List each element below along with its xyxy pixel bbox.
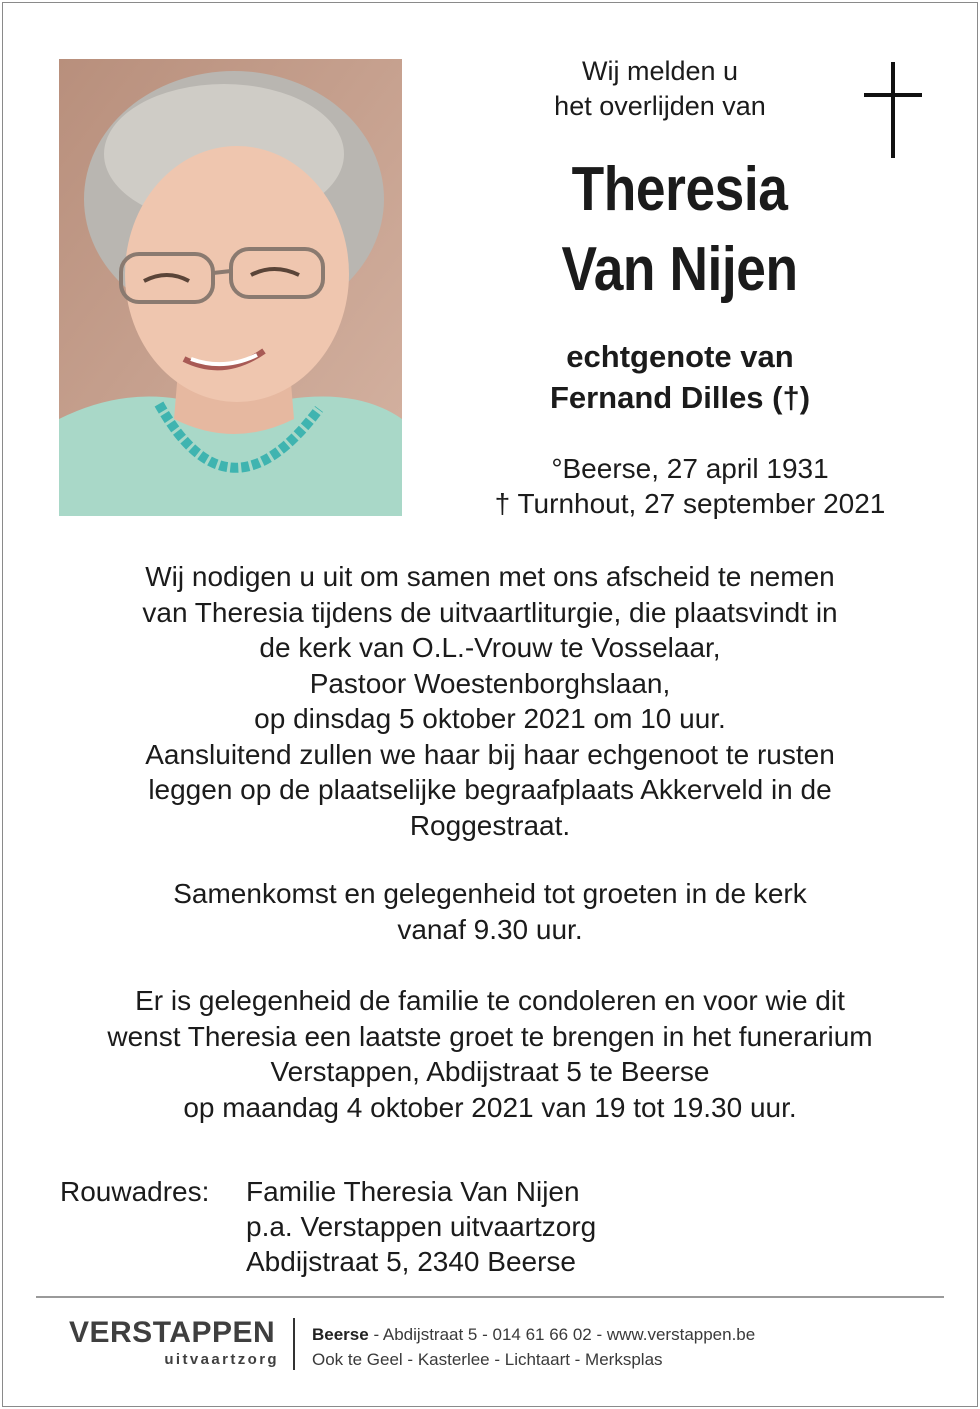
address-line: p.a. Verstappen uitvaartzorg (246, 1211, 597, 1242)
intro-text (430, 54, 890, 124)
portrait-photo (59, 59, 402, 516)
paragraph-line: op maandag 4 oktober 2021 van 19 tot 19.30 uur. (183, 1091, 797, 1123)
spouse-info (430, 336, 930, 418)
contact-details: - Abdijstraat 5 - 014 61 66 02 - www.verstappen.be (368, 1325, 756, 1344)
footer-divider (36, 1296, 944, 1298)
paragraph-line: vanaf 9.30 uur. (397, 913, 583, 945)
funeral-paragraph (40, 559, 940, 843)
last-name: Van Nijen (561, 235, 798, 304)
spouse-name: Fernand Dilles (†) (549, 380, 811, 415)
first-name: Theresia (571, 155, 788, 224)
footer-contact (312, 1322, 755, 1372)
contact-town: Beerse (312, 1325, 369, 1344)
company-logo (69, 1318, 279, 1370)
intro-line: Wij melden u (581, 56, 739, 86)
contact-line (312, 1322, 755, 1347)
spouse-label: echtgenote van (566, 339, 794, 374)
logo-tagline: uitvaartzorg (164, 1351, 279, 1368)
mourning-address (60, 1174, 596, 1279)
paragraph-line: Roggestraat. (409, 809, 571, 841)
logo-wordmark: VERSTAPPEN (69, 1316, 276, 1349)
address-label: Rouwadres: (60, 1176, 210, 1207)
other-locations: Ook te Geel - Kasterlee - Lichtaart - Merksplas (312, 1350, 663, 1369)
paragraph-line: Samenkomst en gelegenheid tot groeten in de kerk (173, 878, 807, 909)
paragraph-line: van Theresia tijdens de uitvaartliturgie, die plaatsvindt in (142, 596, 838, 628)
paragraph-line: Wij nodigen u uit om samen met ons afscheid te nemen (145, 561, 835, 592)
intro-line: het overlijden van (554, 91, 766, 121)
paragraph-line: de kerk van O.L.-Vrouw te Vosselaar, (259, 632, 721, 663)
paragraph-line: Pastoor Woestenborghslaan, (309, 667, 671, 699)
address-line: Familie Theresia Van Nijen (246, 1176, 580, 1207)
condolence-paragraph (40, 983, 940, 1125)
paragraph-line: op dinsdag 5 oktober 2021 om 10 uur. (254, 703, 726, 734)
address-line: Abdijstraat 5, 2340 Beerse (246, 1246, 576, 1277)
logo-separator (293, 1318, 295, 1370)
paragraph-line: wenst Theresia een laatste groet te brengen in het funerarium (107, 1020, 873, 1052)
death-date: † Turnhout, 27 september 2021 (494, 488, 886, 519)
birth-date: °Beerse, 27 april 1931 (551, 453, 829, 484)
paragraph-line: leggen op de plaatselijke begraafplaats Akkerveld in de (148, 774, 832, 805)
gathering-paragraph (40, 876, 940, 947)
life-dates (430, 451, 950, 521)
paragraph-line: Aansluitend zullen we haar bij haar echgenoot te rusten (145, 738, 835, 770)
paragraph-line: Verstappen, Abdijstraat 5 te Beerse (270, 1056, 710, 1087)
paragraph-line: Er is gelegenheid de familie te condoleren en voor wie dit (135, 985, 845, 1016)
deceased-name (465, 150, 895, 310)
